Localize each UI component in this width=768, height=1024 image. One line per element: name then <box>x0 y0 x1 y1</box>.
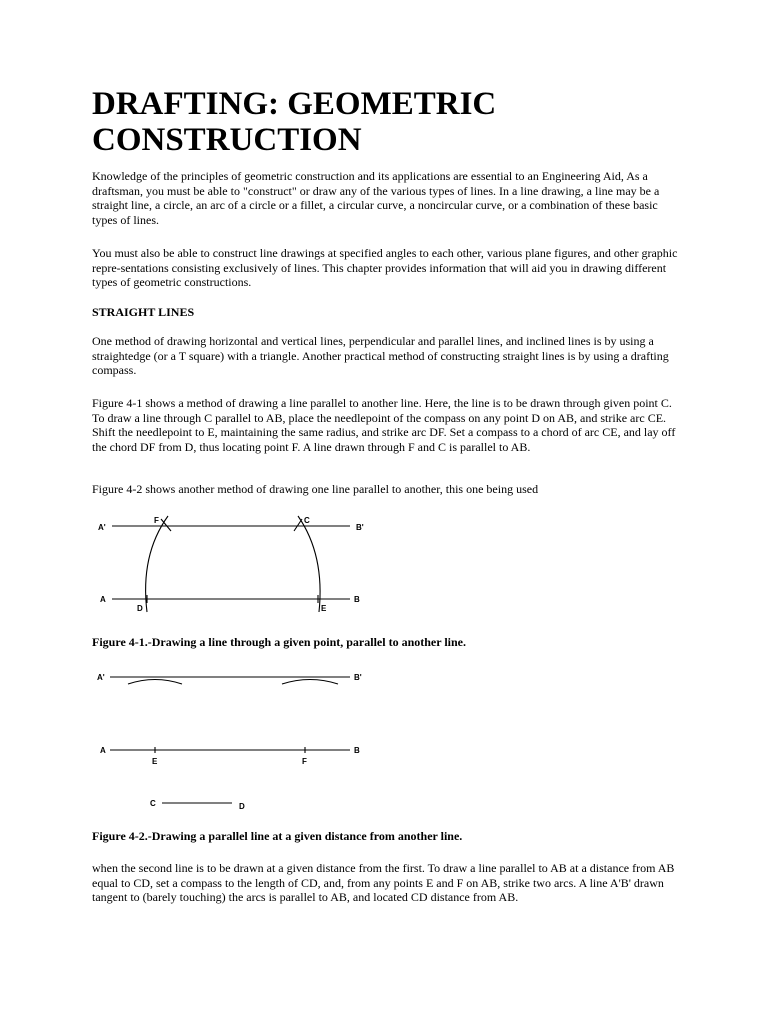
straight-lines-paragraph: One method of drawing horizontal and vertical lines, perpendicular and parallel lines, and inclined lines is by using a straightedge (or a T square) with a triangle. Another practical method of constructing straight lines is by using a drafting compass. <box>92 334 669 377</box>
label-b-prime: B' <box>356 523 364 532</box>
label-a-prime: A' <box>97 673 105 682</box>
label-f: F <box>154 516 159 525</box>
figure-4-1-diagram <box>0 505 768 620</box>
arc-ce <box>298 516 320 612</box>
label-c: C <box>150 799 156 808</box>
label-d: D <box>137 604 143 613</box>
label-c: C <box>304 516 310 525</box>
label-e: E <box>321 604 327 613</box>
arc-at-e <box>128 680 182 685</box>
label-b: B <box>354 746 360 755</box>
figure-4-1-caption: Figure 4-1.-Drawing a line through a given point, parallel to another line. <box>92 635 467 649</box>
label-d: D <box>239 802 245 811</box>
label-b: B <box>354 595 360 604</box>
title-line-2: CONSTRUCTION <box>92 122 362 158</box>
label-a: A <box>100 746 106 755</box>
label-b-prime: B' <box>354 673 362 682</box>
figure-4-1-paragraph: Figure 4-1 shows a method of drawing a line parallel to another line. Here, the line is to be drawn through given point C. To draw a line through C parallel to AB, place the needlepoint of the compass on any point D on AB, and strike arc CE. Shift the needlepoint to E, maintaining the same radius, and strike arc DF. Set a compass to a chord of arc CE, and lay off the chord DF from D, thus locating point F. A line drawn through F and C is parallel to AB. <box>92 396 676 454</box>
title-line-1: DRAFTING: GEOMETRIC <box>92 86 497 122</box>
document-title <box>92 86 692 158</box>
figure-4-2-diagram <box>0 665 768 815</box>
label-e: E <box>152 757 158 766</box>
section-heading-straight-lines: STRAIGHT LINES <box>92 305 195 319</box>
arc-df <box>146 516 168 612</box>
figure-4-2-intro-paragraph: Figure 4-2 shows another method of drawing one line parallel to another, this one being used <box>92 482 539 496</box>
figure-4-2-paragraph: when the second line is to be drawn at a given distance from the first. To draw a line parallel to AB at a distance from AB equal to CD, set a compass to the length of CD, and, from any points E and F on AB, strike two arcs. A line A'B' drawn tangent to (barely touching) the arcs is parallel to AB, and located CD distance from AB. <box>92 861 675 904</box>
intro-paragraph: Knowledge of the principles of geometric construction and its applications are essential to an Engineering Aid, As a draftsman, you must be able to "construct" or draw any of the various types of lines. In a line drawing, a line may be a straight line, a circle, an arc of a circle or a fillet, a circular curve, a noncircular curve, or a combination of these basic types of lines. <box>92 169 660 227</box>
label-a: A <box>100 595 106 604</box>
label-f: F <box>302 757 307 766</box>
figure-4-2-caption: Figure 4-2.-Drawing a parallel line at a given distance from another line. <box>92 829 463 843</box>
label-a-prime: A' <box>98 523 106 532</box>
arc-at-f <box>282 680 338 685</box>
arc-tick-c <box>294 519 302 531</box>
angles-paragraph: You must also be able to construct line drawings at specified angles to each other, various plane figures, and other graphic repre-sentations consisting exclusively of lines. This chapter provides information that will aid you in drawing different types of geometric constructions. <box>92 246 678 289</box>
